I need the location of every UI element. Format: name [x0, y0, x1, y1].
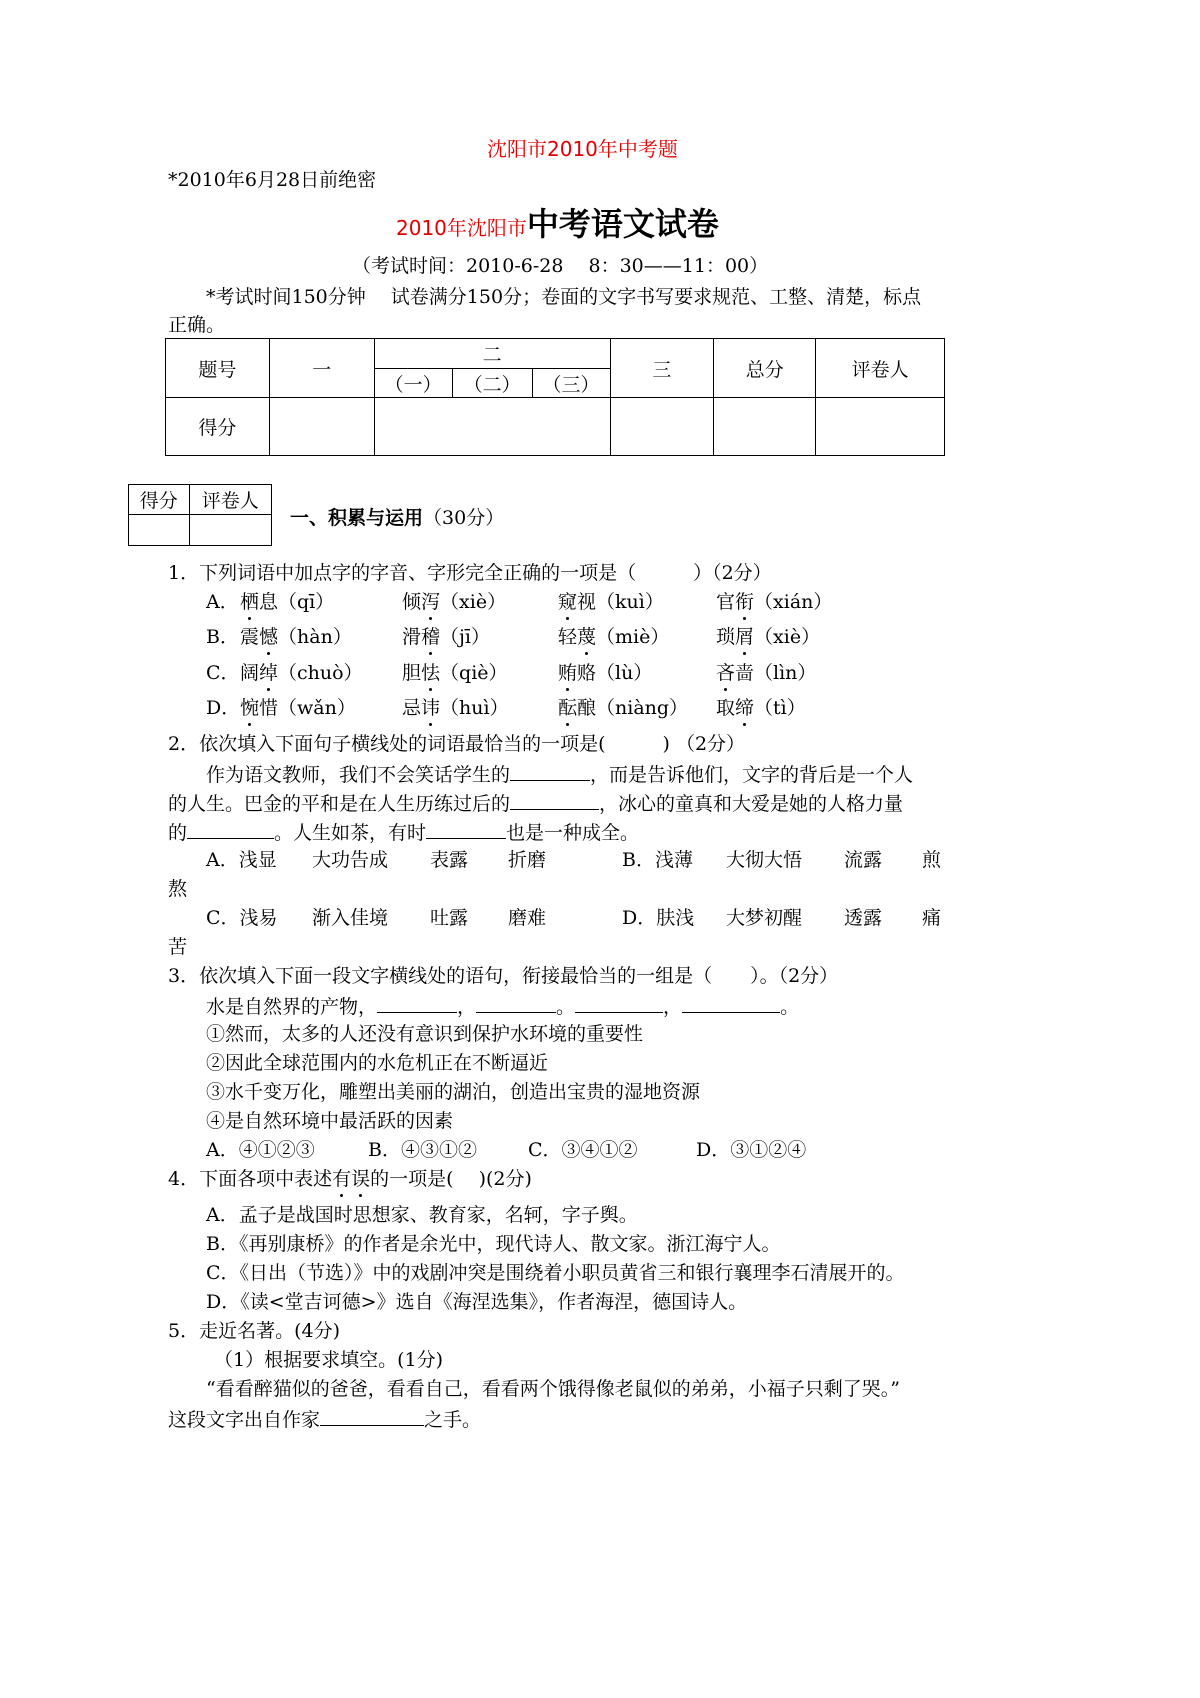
q1-word-item: [402, 591, 506, 613]
q1-word-item: [402, 697, 509, 719]
q2-option-b-label: B．浅薄: [622, 849, 693, 871]
q1-word-text: 取: [716, 697, 736, 719]
header-cell-grader: 评卷人: [816, 339, 945, 398]
q4-option-c: C．《日出（节选）》中的戏剧冲突是围绕着小职员黄省三和银行襄理李石清展开的。: [206, 1262, 905, 1284]
q2-option-d-label: D．肤浅: [622, 907, 695, 929]
q1-option-letter: B．: [206, 626, 239, 648]
q3-sentence-2: ②因此全球范围内的水危机正在不断逼近: [206, 1052, 549, 1074]
q1-word-text: 倾: [402, 591, 422, 613]
q1-word-item: [558, 697, 688, 719]
q1-dotted-char: 绰: [259, 662, 279, 684]
q1-dotted-char: 栖: [240, 591, 260, 613]
q1-word-text: 惜（wǎn）: [259, 697, 356, 719]
q1-dotted-char: 屑: [735, 626, 755, 648]
q1-word-item: [240, 626, 352, 648]
score-cell-part-1[interactable]: [269, 398, 374, 456]
header-cell-tihao: 题号: [166, 339, 270, 398]
q3-stem: 3．依次填入下面一段文字横线处的语句，衔接最恰当的一组是（ ）。（2分）: [168, 965, 839, 987]
header-cell-part-1: 一: [269, 339, 374, 398]
q2-text: 的: [168, 822, 188, 844]
q5-stem: 5．走近名著。(4分): [168, 1320, 341, 1342]
q3-option-c: C．③④①②: [528, 1139, 638, 1161]
q2-option-a-label: A．浅显: [206, 849, 277, 871]
q2-blank-1[interactable]: [510, 762, 590, 781]
q1-word-text: （xián）: [754, 591, 833, 613]
q1-word-item: [402, 662, 508, 684]
q4-stem-text: 4．下面各项中表述: [168, 1168, 333, 1190]
q2-option-d-wrap: 苦: [168, 936, 188, 958]
q4-dotted-char: 有: [332, 1168, 352, 1190]
q3-sentence-4: ④是自然环境中最活跃的因素: [206, 1110, 454, 1132]
q4-dotted-char: 误: [351, 1168, 371, 1190]
q4-stem-text: 的一项是( )(2分): [370, 1168, 532, 1190]
q2-option-d-word-4: 痛: [922, 907, 942, 929]
score-cell-total[interactable]: [714, 398, 816, 456]
q1-dotted-char: 怯: [421, 662, 441, 684]
q2-option-a-word-4: 折磨: [508, 849, 547, 871]
q1-dotted-char: 贿: [558, 662, 578, 684]
section-score-header: 得分: [129, 485, 190, 515]
section-1-title: 一、积累与运用: [290, 507, 424, 529]
section-1-points: （30分）: [423, 507, 505, 529]
q1-word-text: 视（kuì）: [577, 591, 664, 613]
q1-dotted-char: 讳: [421, 697, 441, 719]
q3-sentence-3: ③水千变万化，雕塑出美丽的湖泊，创造出宝贵的湿地资源: [206, 1081, 701, 1103]
q1-word-text: 胆: [402, 662, 422, 684]
score-row-label: 得分: [166, 398, 270, 456]
q1-word-text: 琐: [716, 626, 736, 648]
q2-passage-line-3: [168, 820, 639, 844]
q2-text: 的人生。巴金的平和是在人生历练过后的: [168, 793, 511, 815]
q2-passage-line-2: [168, 791, 903, 815]
q3-option-d: D．③①②④: [696, 1139, 807, 1161]
q2-text: ，冰心的童真和大爱是她的人格力量: [599, 793, 904, 815]
q3-sentence-1: ①然而，太多的人还没有意识到保护水环境的重要性: [206, 1023, 644, 1045]
q1-word-text: （huì）: [440, 697, 509, 719]
q2-blank-4[interactable]: [426, 820, 506, 839]
header-cell-total: 总分: [714, 339, 816, 398]
q4-option-a: A．孟子是战国时思想家、教育家，名轲，字子舆。: [206, 1204, 638, 1226]
main-title: [396, 206, 719, 247]
q1-word-item: [558, 662, 652, 684]
section-score-cell[interactable]: [129, 515, 190, 546]
q1-word-text: 酿（niàng）: [577, 697, 689, 719]
q1-word-item: [716, 591, 832, 613]
q1-dotted-char: 稽: [421, 626, 441, 648]
q2-passage-line-1: [206, 762, 913, 786]
q1-option-letter: C．: [206, 662, 240, 684]
q1-word-text: 滑: [402, 626, 422, 648]
q5-quote: “看看醉猫似的爸爸，看看自己，看看两个饿得像老鼠似的弟弟，小福子只剩了哭。”: [206, 1378, 900, 1400]
q5-text: 之手。: [424, 1409, 482, 1431]
header-cell-part-2-sub-1: （一）: [374, 369, 452, 398]
q1-word-item: [402, 626, 490, 648]
q5-sub-question-1: （1）根据要求填空。(1分): [214, 1349, 444, 1371]
q1-word-text: 赂（lù）: [577, 662, 653, 684]
q2-text: ，而是告诉他们，文字的背后是一个人: [590, 764, 914, 786]
q1-word-item: [716, 697, 806, 719]
q2-stem: 2．依次填入下面句子横线处的词语最恰当的一项是( ) （2分）: [168, 733, 746, 755]
q2-option-c-label: C．浅易: [206, 907, 278, 929]
q1-word-text: 忌: [402, 697, 422, 719]
q2-option-a-word-2: 大功告成: [312, 849, 389, 871]
q1-word-text: （jī）: [440, 626, 490, 648]
q4-option-d: D．《读<堂吉诃德>》选自《海涅选集》，作者海涅，德国诗人。: [206, 1291, 748, 1313]
q3-blank-4[interactable]: [682, 994, 780, 1013]
q1-word-item: [240, 697, 356, 719]
q2-option-d-word-3: 透露: [844, 907, 883, 929]
q1-dotted-char: 酝: [558, 697, 578, 719]
q1-word-text: （chuò）: [278, 662, 363, 684]
header-cell-part-2: 二: [374, 339, 610, 369]
score-table: [165, 338, 945, 456]
q2-blank-2[interactable]: [510, 791, 599, 810]
q3-blank-3[interactable]: [575, 994, 663, 1013]
q2-option-b-word-4: 煎: [922, 849, 942, 871]
q1-dotted-char: 蔑: [577, 626, 597, 648]
q1-dotted-char: 衔: [735, 591, 755, 613]
score-cell-part-3[interactable]: [610, 398, 714, 456]
secret-note: *2010年6月28日前绝密: [168, 169, 377, 191]
q2-option-b-word-3: 流露: [844, 849, 883, 871]
q1-word-text: 震: [240, 626, 260, 648]
q1-word-text: 轻: [558, 626, 578, 648]
q1-word-text: （hàn）: [278, 626, 352, 648]
q4-stem: [168, 1168, 532, 1190]
q2-blank-3[interactable]: [187, 820, 274, 839]
q1-word-text: 官: [716, 591, 736, 613]
q1-option-letter: A．: [206, 591, 239, 613]
q1-word-text: 啬（lìn）: [735, 662, 817, 684]
q1-word-text: 阔: [240, 662, 260, 684]
q4-option-b: B．《再别康桥》的作者是余光中，现代诗人、散文家。浙江海宁人。: [206, 1233, 781, 1255]
header-cell-part-2-sub-3: （三）: [532, 369, 610, 398]
instructions-line-2: 正确。: [168, 314, 226, 336]
q3-option-b: B．④③①②: [368, 1139, 477, 1161]
q1-dotted-char: 憾: [259, 626, 279, 648]
main-title-text: 中考语文试卷: [526, 205, 719, 243]
q1-dotted-char: 惋: [240, 697, 260, 719]
q1-word-item: [240, 662, 363, 684]
main-title-year-city: 2010年沈阳市: [396, 216, 527, 240]
q3-text: 水是自然界的产物，: [206, 996, 378, 1018]
q1-word-item: [716, 662, 816, 684]
q2-text: 。人生如茶，有时: [274, 822, 427, 844]
q2-option-c-word-4: 磨难: [508, 907, 547, 929]
q1-word-item: [558, 626, 669, 648]
q1-word-text: 息（qī）: [259, 591, 335, 613]
section-score-table: [128, 484, 272, 546]
q3-blank-1[interactable]: [377, 994, 457, 1013]
q1-option-letter: D．: [206, 697, 241, 719]
q1-dotted-char: 泻: [421, 591, 441, 613]
page-header-title: 沈阳市2010年中考题: [487, 137, 678, 161]
score-cell-part-2[interactable]: [374, 398, 610, 456]
q1-dotted-char: 窥: [558, 591, 578, 613]
q5-tail: [168, 1407, 481, 1431]
q3-blank-2[interactable]: [476, 994, 556, 1013]
q5-author-blank[interactable]: [320, 1407, 424, 1426]
q1-dotted-char: 缔: [735, 697, 755, 719]
q2-option-c-word-2: 渐入佳境: [312, 907, 389, 929]
exam-time: （考试时间：2010-6-28 8：30——11：00）: [352, 255, 769, 277]
q2-option-d-word-2: 大梦初醒: [726, 907, 803, 929]
header-cell-part-2-sub-2: （二）: [452, 369, 532, 398]
q2-text: 作为语文教师，我们不会笑话学生的: [206, 764, 511, 786]
q2-option-c-word-3: 吐露: [430, 907, 469, 929]
q1-word-item: [240, 591, 334, 613]
score-cell-grader[interactable]: [816, 398, 945, 456]
q3-option-a: A．④①②③: [206, 1139, 315, 1161]
q3-passage: 水是自然界的产物， ， 。 ， 。: [206, 996, 800, 1018]
header-cell-part-3: 三: [610, 339, 714, 398]
q1-word-item: [558, 591, 664, 613]
q2-text: 也是一种成全。: [506, 822, 640, 844]
q1-word-item: [716, 626, 820, 648]
q1-dotted-char: 吝: [716, 662, 736, 684]
q5-text: 这段文字出自作家: [168, 1409, 321, 1431]
q2-option-a-word-3: 表露: [430, 849, 469, 871]
q2-option-b-word-2: 大彻大悟: [726, 849, 803, 871]
section-1-heading: [290, 507, 504, 529]
section-grader-header: 评卷人: [189, 485, 271, 515]
section-grader-cell[interactable]: [189, 515, 271, 546]
q1-word-text: （tì）: [754, 697, 806, 719]
q1-word-text: （xiè）: [754, 626, 821, 648]
q1-stem: 1．下列词语中加点字的字音、字形完全正确的一项是（ ）（2分）: [168, 562, 772, 584]
q1-word-text: （xiè）: [440, 591, 507, 613]
q1-word-text: （qiè）: [440, 662, 508, 684]
q2-option-b-wrap: 熬: [168, 878, 188, 900]
q1-word-text: （miè）: [596, 626, 670, 648]
instructions-line-1: *考试时间150分钟 试卷满分150分；卷面的文字书写要求规范、工整、清楚，标点: [206, 286, 922, 308]
